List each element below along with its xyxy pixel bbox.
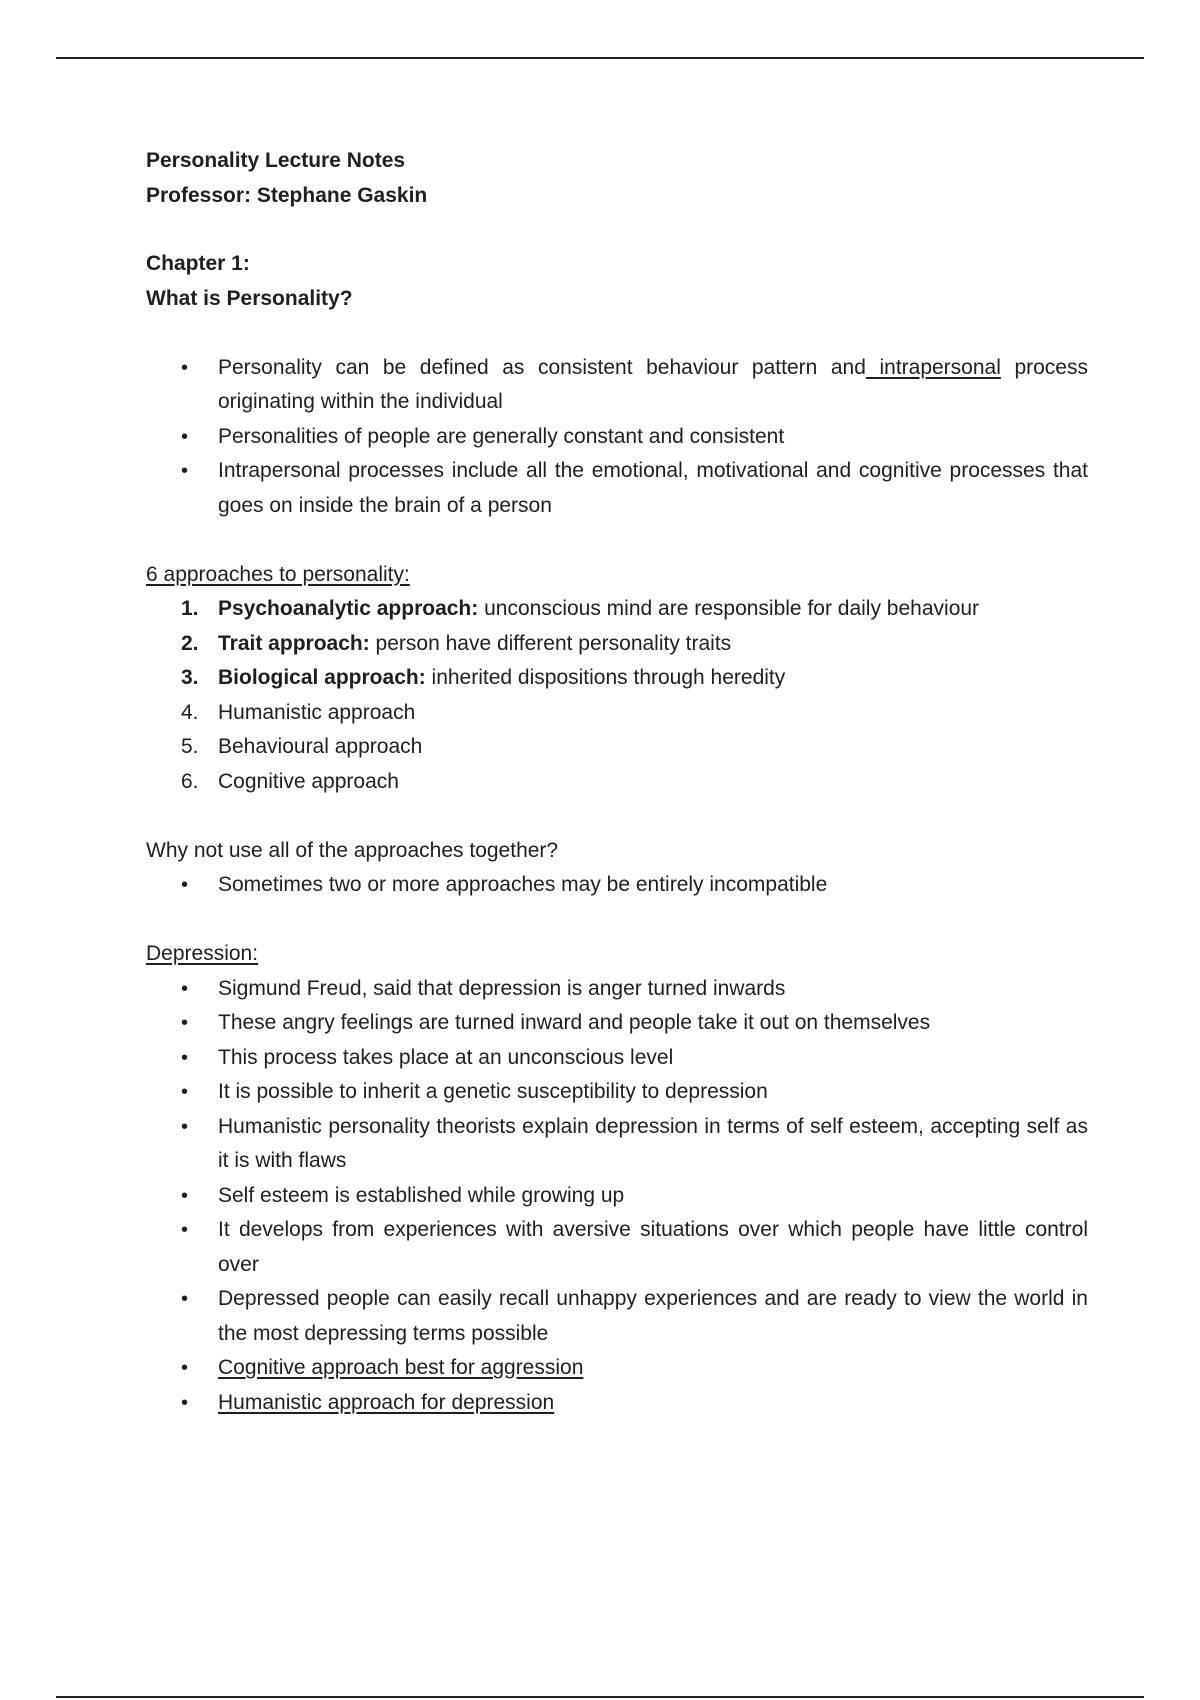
- approaches-heading: 6 approaches to personality:: [146, 562, 410, 586]
- depression-bullet: • These angry feelings are turned inward and people take it out on themselves: [146, 1006, 1088, 1041]
- depression-bullet: • Self esteem is established while growing up: [146, 1179, 1088, 1214]
- approach-item: 3. Biological approach: inherited dispositions through heredity: [181, 666, 786, 689]
- depression-heading: Depression:: [146, 942, 259, 965]
- document-body: [146, 144, 1088, 1420]
- depression-bullet: • Depressed people can easily recall unhappy experiences and are ready to view the world in the most depressing terms possible: [146, 1282, 1088, 1351]
- footer-rule: [56, 1696, 1144, 1698]
- depression-bullet: • Sigmund Freud, said that depression is anger turned inwards: [146, 972, 1088, 1007]
- definition-list: [146, 351, 1088, 524]
- why-not-list: [146, 868, 1088, 903]
- approach-item: 6. Cognitive approach: [181, 769, 399, 793]
- header-rule: [56, 57, 1144, 59]
- depression-list: [146, 972, 1088, 1421]
- definition-bullet: • Personality can be defined as consistent behaviour pattern and intrapersonal process originating within the individual: [146, 351, 1088, 420]
- approach-item: 1. Psychoanalytic approach: unconscious mind are responsible for daily behaviour: [181, 597, 980, 620]
- approaches-list: [146, 592, 1088, 799]
- document-title: Personality Lecture Notes: [146, 149, 406, 172]
- approach-item: 5. Behavioural approach: [181, 735, 423, 758]
- definition-bullet: • Personalities of people are generally constant and consistent: [146, 420, 1088, 455]
- depression-bullet: • Humanistic approach for depression: [146, 1386, 1088, 1421]
- chapter-label: Chapter 1:: [146, 252, 250, 275]
- why-not-answer: • Sometimes two or more approaches may be entirely incompatible: [146, 868, 1088, 903]
- why-not-question: Why not use all of the approaches together?: [146, 838, 559, 862]
- professor-name: Professor: Stephane Gaskin: [146, 183, 428, 207]
- depression-bullet: • It is possible to inherit a genetic susceptibility to depression: [146, 1075, 1088, 1110]
- depression-bullet: • Humanistic personality theorists explain depression in terms of self esteem, accepting self as it is with flaws: [146, 1110, 1088, 1179]
- approach-item: 2. Trait approach: person have different personality traits: [181, 631, 732, 655]
- depression-bullet: • This process takes place at an unconscious level: [146, 1041, 1088, 1076]
- depression-bullet: • Cognitive approach best for aggression: [146, 1351, 1088, 1386]
- approach-item: 4. Humanistic approach: [181, 700, 416, 724]
- definition-bullet: • Intrapersonal processes include all the emotional, motivational and cognitive processes that goes on inside the brain of a person: [146, 454, 1088, 523]
- chapter-heading: What is Personality?: [146, 286, 353, 310]
- depression-bullet: • It develops from experiences with aversive situations over which people have little control over: [146, 1213, 1088, 1282]
- intrapersonal-term: intrapersonal: [865, 355, 1001, 379]
